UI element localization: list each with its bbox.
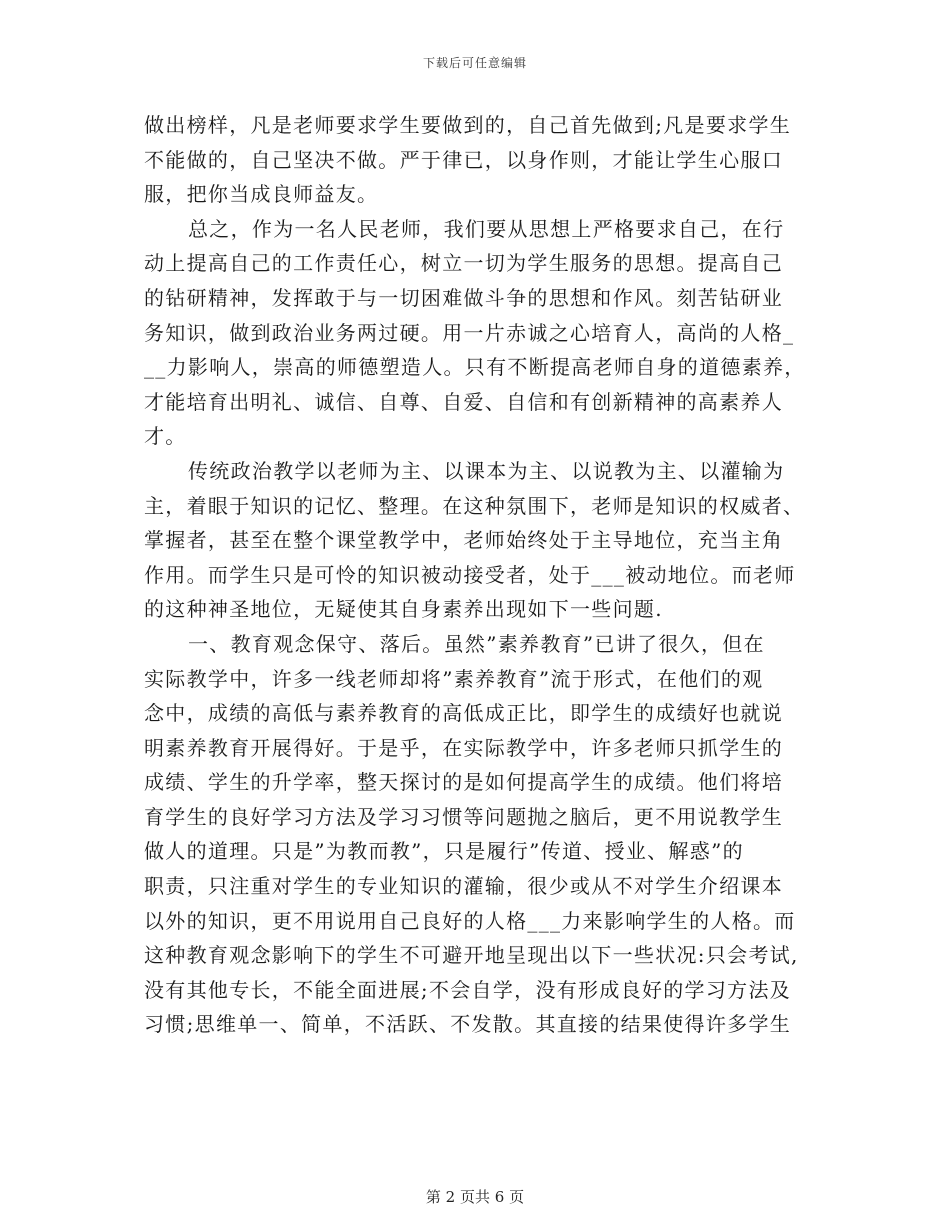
text-line: __力影响人，崇高的师德塑造人。只有不断提高老师自身的道德素养， (144, 355, 806, 380)
text-line: 念中，成绩的高低与素养教育的高低成正比，即学生的成绩好也就说 (144, 701, 783, 726)
text-line: 习惯;思维单一、简单，不活跃、不发散。其直接的结果使得许多学生 (144, 1012, 792, 1037)
document-body (144, 108, 808, 1042)
text-line: 的钻研精神，发挥敢于与一切困难做斗争的思想和作风。刻苦钻研业 (144, 285, 783, 310)
text-line: 实际教学中，许多一线老师却将”素养教育”流于形式，在他们的观 (144, 666, 764, 691)
text-line: 明素养教育开展得好。于是乎，在实际教学中，许多老师只抓学生的 (144, 735, 783, 760)
text-line: 这种教育观念影响下的学生不可避开地呈现出以下一些状况:只会考试, (144, 943, 799, 968)
text-line: 务知识，做到政治业务两过硬。用一片赤诚之心培育人，高尚的人格_ (144, 320, 795, 345)
text-line: 的这种神圣地位，无疑使其自身素养出现如下一些问题. (144, 597, 663, 622)
text-line: 成绩、学生的升学率，整天探讨的是如何提高学生的成绩。他们将培 (144, 770, 783, 795)
text-line: 一、教育观念保守、落后。虽然”素养教育”已讲了很久，但在 (188, 631, 765, 656)
page-header: 下载后可任意编辑 (422, 56, 527, 70)
text-line: 不能做的，自己坚决不做。严于律已，以身作则，才能让学生心服口 (144, 147, 783, 172)
text-line: 职责，只注重对学生的专业知识的灌输，很少或从不对学生介绍课本 (144, 874, 783, 899)
text-line: 育学生的良好学习方法及学习习惯等问题抛之脑后，更不用说教学生 (144, 804, 783, 829)
text-line: 作用。而学生只是可怜的知识被动接受者，处于___被动地位。而老师 (144, 562, 796, 587)
text-line: 总之，作为一名人民老师，我们要从思想上严格要求自己，在行 (188, 216, 785, 241)
text-line: 没有其他专长，不能全面进展;不会自学，没有形成良好的学习方法及 (144, 977, 792, 1002)
text-line: 才。 (144, 424, 187, 449)
text-line: 传统政治教学以老师为主、以课本为主、以说教为主、以灌输为 (188, 458, 785, 483)
text-line: 主，着眼于知识的记忆、整理。在这种氛围下，老师是知识的权威者、 (144, 493, 805, 518)
page-number: 第 2 页共 6 页 (425, 1188, 525, 1206)
text-line: 以外的知识，更不用说用自己良好的人格___力来影响学生的人格。而 (144, 908, 796, 933)
text-line: 做出榜样，凡是老师要求学生要做到的，自己首先做到;凡是要求学生 (144, 113, 792, 137)
text-line: 做人的道理。只是”为教而教”，只是履行”传道、授业、解惑”的 (144, 839, 744, 864)
text-line: 动上提高自己的工作责任心，树立一切为学生服务的思想。提高自己 (144, 251, 783, 276)
text-line: 掌握者，甚至在整个课堂教学中，老师始终处于主导地位，充当主角 (144, 528, 783, 553)
text-line: 服，把你当成良师益友。 (144, 182, 379, 207)
text-line: 才能培育出明礼、诚信、自尊、自爱、自信和有创新精神的高素养人 (144, 389, 783, 414)
